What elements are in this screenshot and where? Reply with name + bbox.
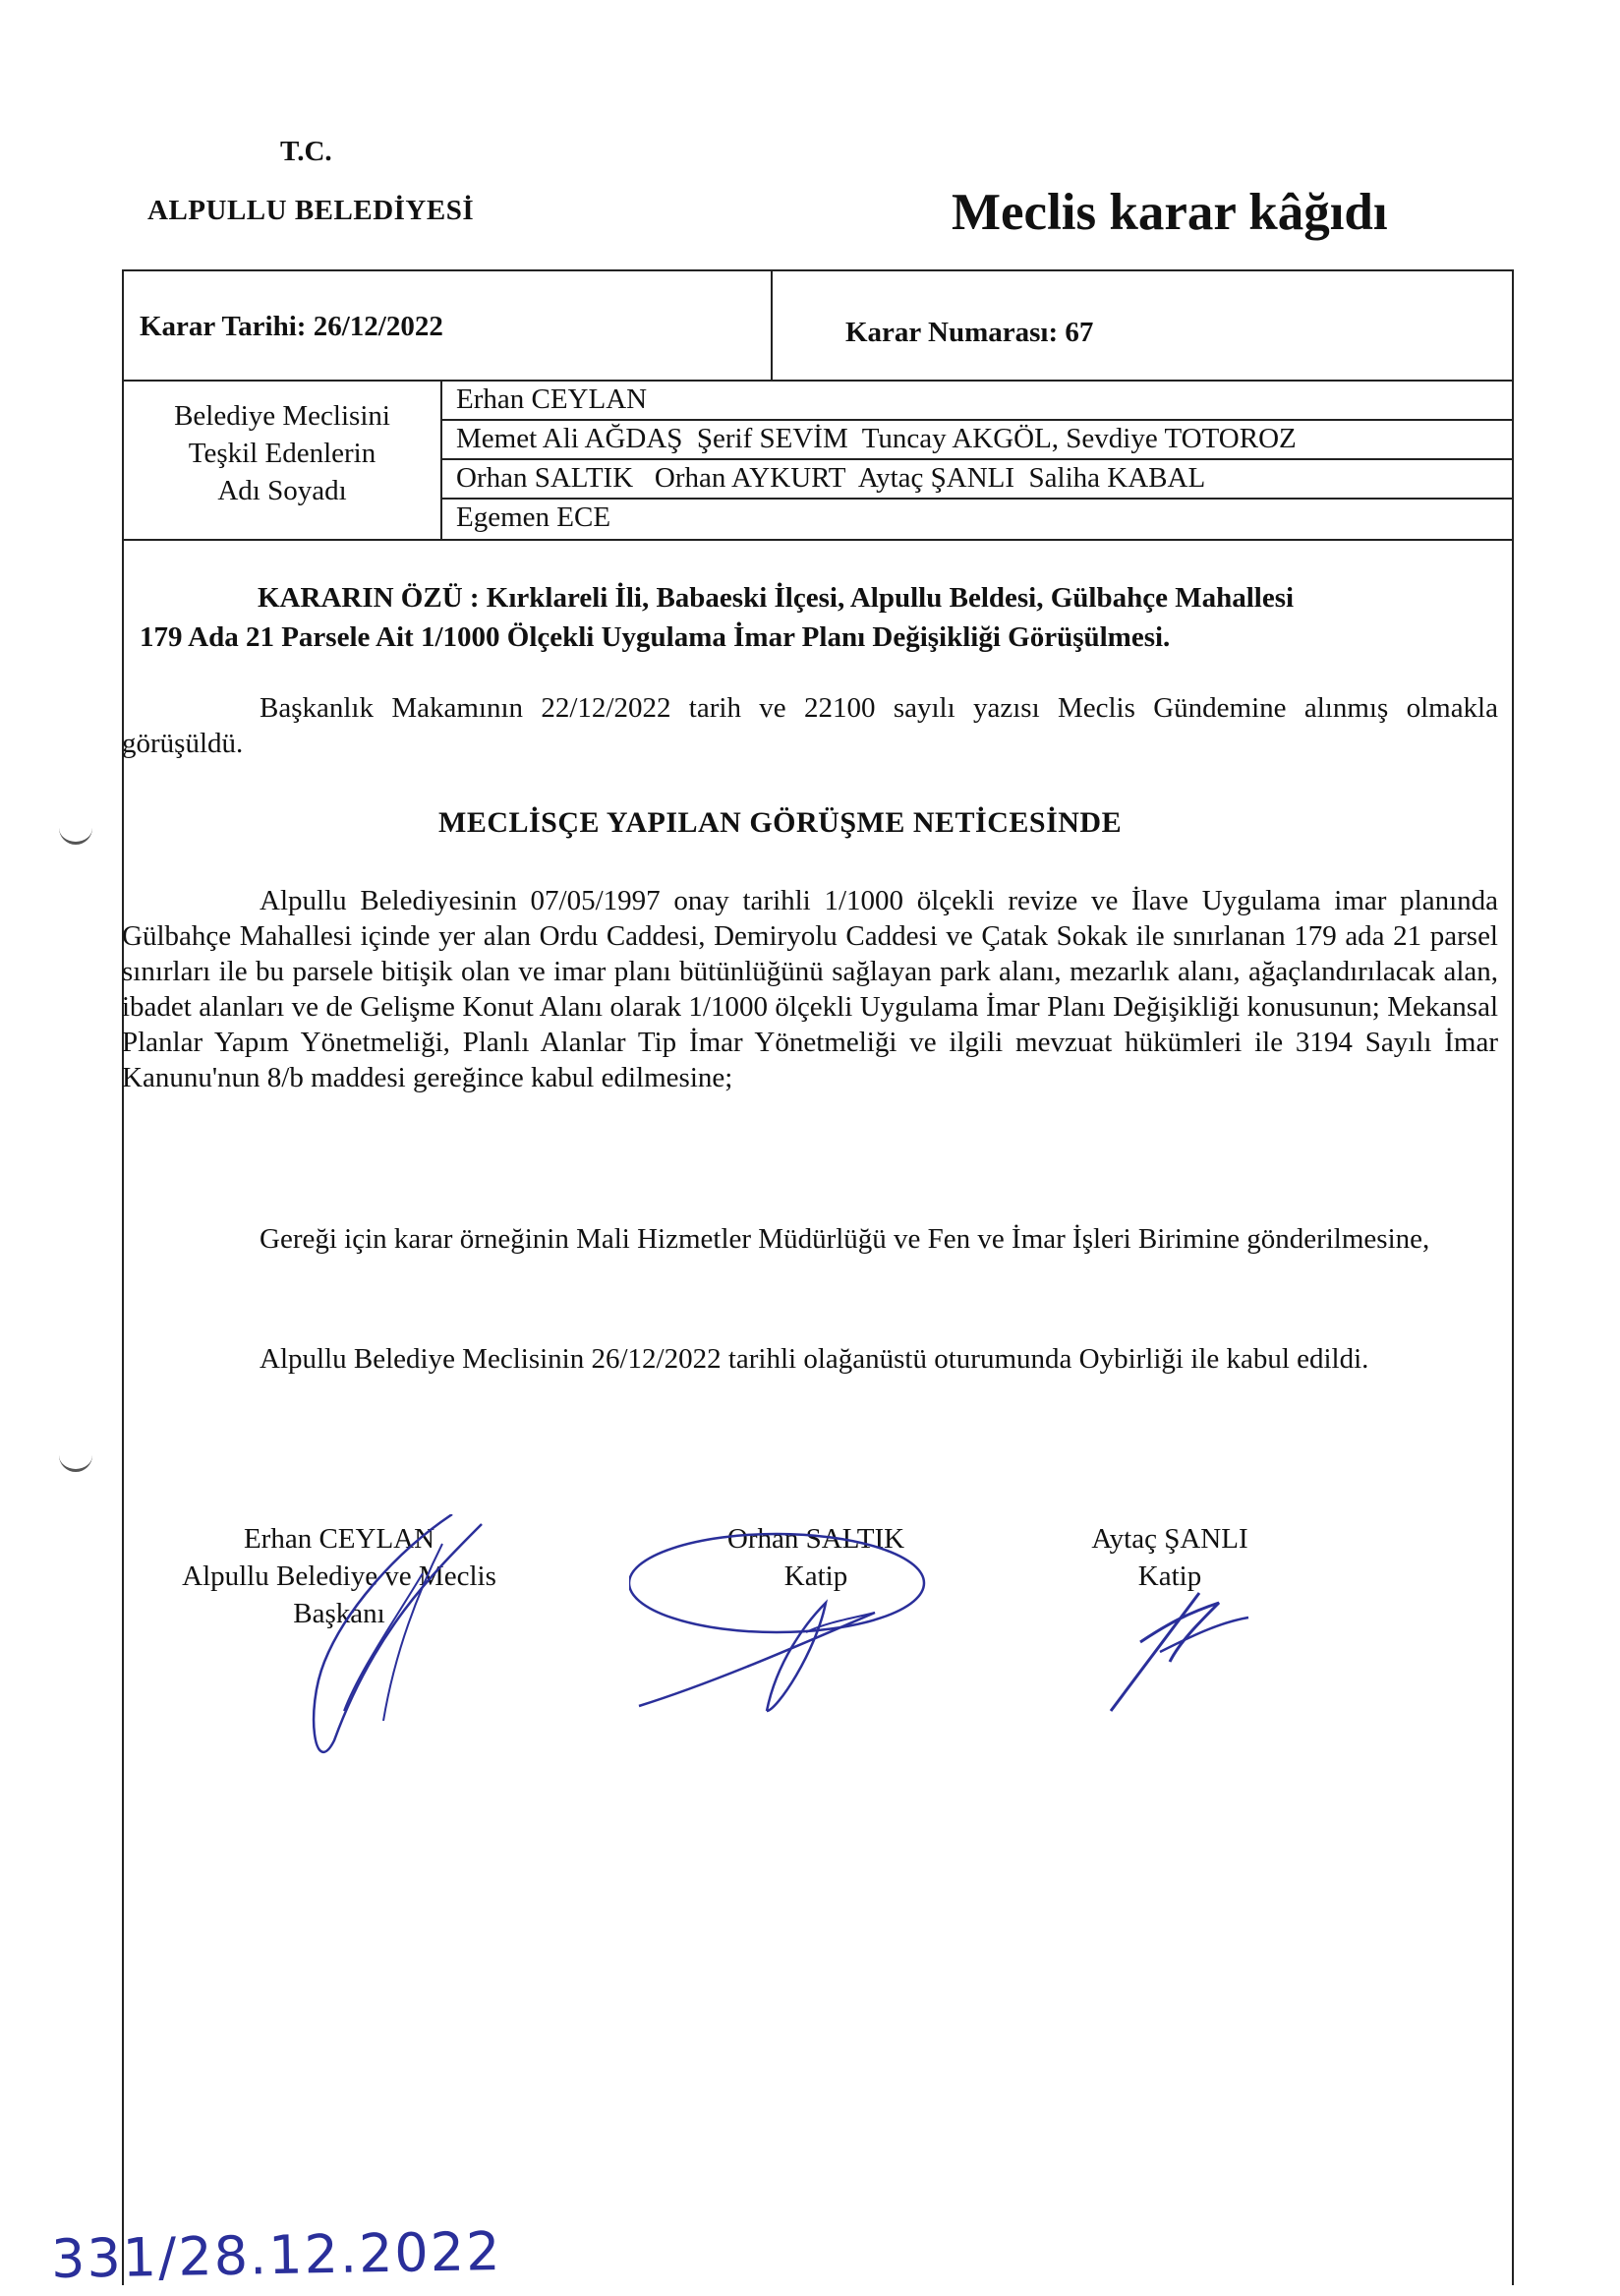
adoption-paragraph	[122, 1341, 1498, 1377]
signatory-title: Katip	[783, 1560, 848, 1592]
clerk-1-signature	[629, 1514, 944, 1740]
municipality-name: ALPULLU BELEDİYESİ	[147, 195, 475, 226]
tc-label: T.C.	[280, 136, 332, 167]
members-label-line: Belediye Meclisini	[174, 400, 390, 432]
document-frame	[122, 269, 1514, 2285]
members-label-line: Adı Soyadı	[217, 475, 347, 506]
mayor-signature	[197, 1514, 492, 1790]
forwarding-text: Gereği için karar örneğinin Mali Hizmetler Müdürlüğü ve Fen ve İmar İşleri Birimine gönderilmesine,	[260, 1223, 1430, 1255]
forwarding-paragraph	[122, 1221, 1498, 1257]
members-bottom-border	[122, 539, 1512, 541]
signatory-title: Başkanı	[293, 1598, 385, 1629]
section-title: MECLİSÇE YAPILAN GÖRÜŞME NETİCESİNDE	[438, 806, 1123, 839]
member-row-text: Egemen ECE	[456, 501, 611, 533]
punch-hole-mark	[59, 824, 92, 845]
punch-hole-mark	[59, 1451, 92, 1472]
intro-text: Başkanlık Makamının 22/12/2022 tarih ve 22100 sayılı yazısı Meclis Gündemine alınmış olmakla görüşüldü.	[122, 692, 1498, 759]
adoption-text: Alpullu Belediye Meclisinin 26/12/2022 tarihli olağanüstü oturumunda Oybirliği ile kabul edildi.	[260, 1343, 1369, 1375]
document-title: Meclis karar kâğıdı	[952, 184, 1388, 241]
signatory-name: Erhan CEYLAN	[243, 1523, 435, 1555]
intro-paragraph	[122, 690, 1498, 761]
decision-summary-line: 179 Ada 21 Parsele Ait 1/1000 Ölçekli Uygulama İmar Planı Değişikliği Görüşülmesi.	[140, 621, 1171, 653]
decision-summary-line: KARARIN ÖZÜ : Kırklareli İli, Babaeski İlçesi, Alpullu Beldesi, Gülbahçe Mahallesi	[258, 582, 1295, 614]
decision-number: Karar Numarası: 67	[845, 317, 1094, 348]
signatory-name: Aytaç ŞANLI	[1091, 1523, 1248, 1555]
signatory-title: Katip	[1137, 1560, 1202, 1592]
member-row	[442, 500, 1512, 537]
decision-date: Karar Tarihi: 26/12/2022	[140, 311, 443, 342]
resolution-text: Alpullu Belediyesinin 07/05/1997 onay tarihli 1/1000 ölçekli revize ve İlave Uygulama imar planında Gülbahçe Mahallesi içinde yer alan Ordu Caddesi, Demiryolu Caddesi ve Çatak Sokak ile sınırlanan 179 ada 21 parsel sınırları ile bu parsele bitişik olan ve imar planı bütünlüğünü sağlayan park alanı, mezarlık alanı, ağaçlandırılacak alan, ibadet alanları ve de Gelişme Konut Alanı olarak 1/1000 ölçekli Uygulama İmar Planı Değişikliği konusunun; Mekansal Planlar Yapım Yönetmeliği, Planlı Alanlar Tip İmar Yönetmeliği ve ilgili mevzuat hükümleri ile 3194 Sayılı İmar Kanunu'nun 8/b maddesi gereğince kabul edilmesine;	[122, 885, 1498, 1093]
handwritten-registry-note: 331/28.12.2022	[50, 2220, 502, 2290]
members-label	[124, 397, 440, 509]
member-row	[442, 382, 1512, 421]
member-row-text: Memet Ali AĞDAŞ Şerif SEVİM Tuncay AKGÖL, Sevdiye TOTOROZ	[456, 423, 1297, 454]
clerk-2-signature	[1101, 1583, 1258, 1721]
decision-summary	[140, 578, 1467, 657]
members-label-line: Teşkil Edenlerin	[188, 438, 376, 469]
member-row	[442, 460, 1512, 500]
signatory-name: Orhan SALTIK	[726, 1523, 905, 1555]
decision-header-divider	[771, 269, 773, 382]
resolution-paragraph	[122, 883, 1498, 1095]
member-row-text: Erhan CEYLAN	[456, 383, 648, 415]
member-row-text: Orhan SALTIK Orhan AYKURT Aytaç ŞANLI Saliha KABAL	[456, 462, 1206, 494]
signatory-title: Alpullu Belediye ve Meclis	[182, 1560, 496, 1592]
member-row	[442, 421, 1512, 460]
